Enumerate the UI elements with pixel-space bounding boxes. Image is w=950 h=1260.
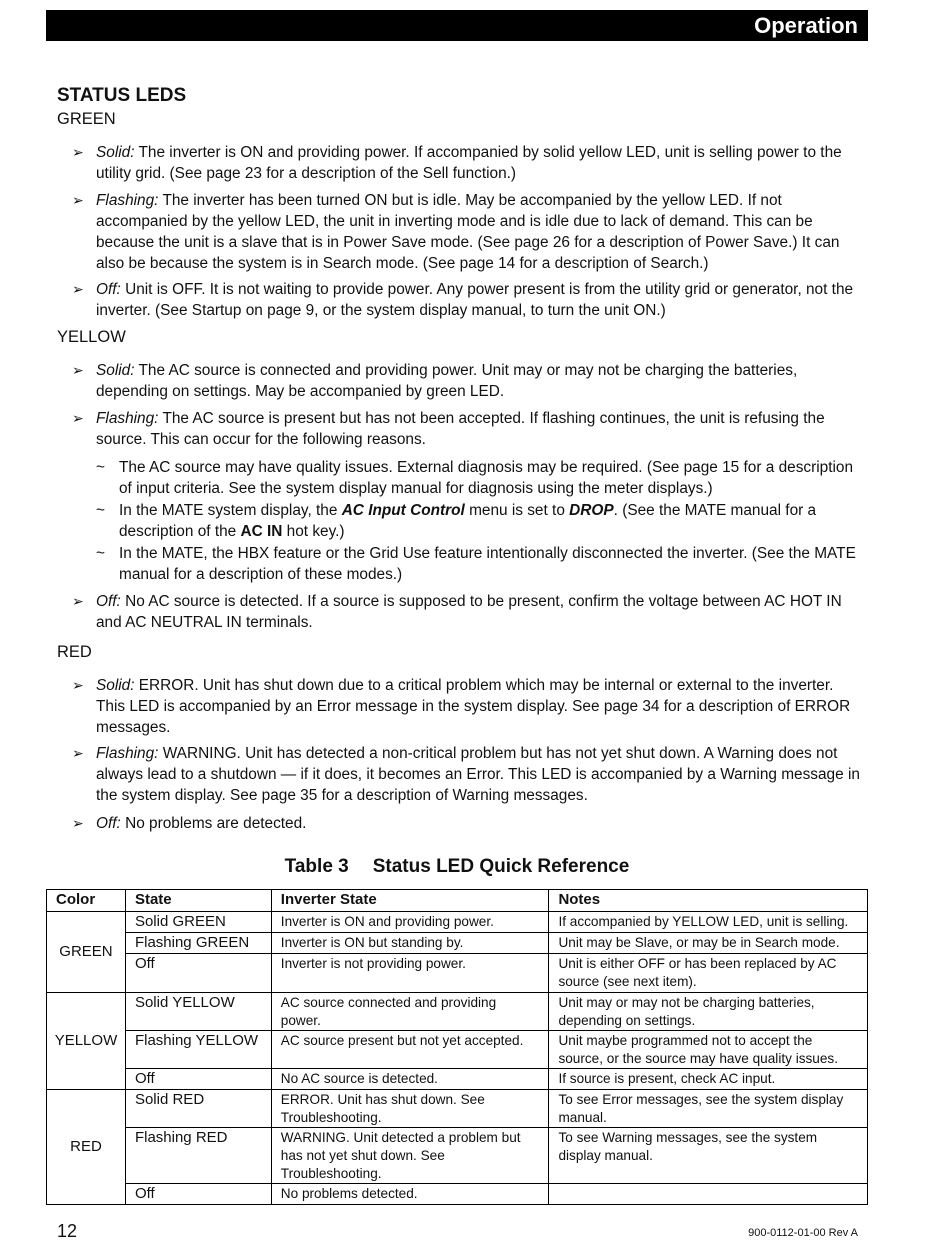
notes-cell <box>549 1184 868 1205</box>
tilde-bullet-icon: ~ <box>96 459 105 476</box>
color-cell: YELLOW <box>47 993 126 1090</box>
inverter-cell: WARNING. Unit detected a problem but has not yet shut down. See Troubleshooting. <box>271 1128 549 1184</box>
page-heading: STATUS LEDS <box>57 85 187 106</box>
group-heading-green: GREEN <box>57 110 116 128</box>
notes-cell: To see Warning messages, see the system display manual. <box>549 1128 868 1184</box>
state-cell: Flashing GREEN <box>125 933 271 954</box>
inverter-cell: Inverter is ON and providing power. <box>271 912 549 933</box>
arrow-bullet-icon: ➢ <box>72 815 84 831</box>
notes-cell: Unit may be Slave, or may be in Search mode. <box>549 933 868 954</box>
inverter-cell: Inverter is ON but standing by. <box>271 933 549 954</box>
page-number: 12 <box>57 1221 78 1241</box>
sub-list-item: ~ In the MATE, the HBX feature or the Grid Use feature intentionally disconnected the inverter. (See the MATE manual for a description of these modes.) <box>96 545 856 583</box>
state-cell: Flashing RED <box>125 1128 271 1184</box>
state-cell: Solid RED <box>125 1090 271 1128</box>
arrow-bullet-icon: ➢ <box>72 144 84 160</box>
group-heading-yellow: YELLOW <box>57 328 126 346</box>
state-cell: Off <box>125 954 271 993</box>
notes-cell: Unit may or may not be charging batteries, depending on settings. <box>549 993 868 1031</box>
state-cell: Solid YELLOW <box>125 993 271 1031</box>
inverter-cell: No AC source is detected. <box>271 1069 549 1090</box>
table-row <box>47 1090 868 1128</box>
tilde-bullet-icon: ~ <box>96 545 105 562</box>
arrow-bullet-icon: ➢ <box>72 281 84 297</box>
tilde-bullet-icon: ~ <box>96 502 105 519</box>
table-row <box>47 933 868 954</box>
notes-cell: Unit maybe programmed not to accept the source, or the source may have quality issues. <box>549 1031 868 1069</box>
table-row <box>47 993 868 1031</box>
document-id: 900-0112-01-00 Rev A <box>748 1227 858 1239</box>
list-item: ➢ Solid: The inverter is ON and providing power. If accompanied by solid yellow LED, unit is selling power to the utility grid. (See page 23 for a description of the Sell function.) <box>72 144 842 182</box>
state-cell: Off <box>125 1069 271 1090</box>
inverter-cell: Inverter is not providing power. <box>271 954 549 993</box>
state-cell: Off <box>125 1184 271 1205</box>
table-row <box>47 954 868 993</box>
table-row <box>47 1184 868 1205</box>
inverter-cell: No problems detected. <box>271 1184 549 1205</box>
arrow-bullet-icon: ➢ <box>72 593 84 609</box>
color-cell: RED <box>47 1090 126 1205</box>
inverter-cell: AC source connected and providing power. <box>271 993 549 1031</box>
sub-list-item: ~ In the MATE system display, the AC Input Control menu is set to DROP. (See the MATE manual for a description of the AC IN hot key.) <box>96 502 817 540</box>
list-item: ➢ Flashing: The AC source is present but has not been accepted. If flashing continues, the unit is refusing the source. This can occur for the following reasons. <box>72 410 825 448</box>
table-row <box>47 912 868 933</box>
column-header: State <box>125 890 271 912</box>
table-row <box>47 1128 868 1184</box>
group-heading-red: RED <box>57 643 92 661</box>
arrow-bullet-icon: ➢ <box>72 410 84 426</box>
color-cell: GREEN <box>47 912 126 993</box>
table-row <box>47 1031 868 1069</box>
notes-cell: Unit is either OFF or has been replaced by AC source (see next item). <box>549 954 868 993</box>
notes-cell: If source is present, check AC input. <box>549 1069 868 1090</box>
arrow-bullet-icon: ➢ <box>72 677 84 693</box>
column-header: Color <box>47 890 126 912</box>
sub-list-item: ~ The AC source may have quality issues. External diagnosis may be required. (See page 15 for a description of input criteria. See the system display manual for diagnosis using the meter displays.) <box>96 459 854 497</box>
column-header: Inverter State <box>271 890 549 912</box>
list-item: ➢ Solid: The AC source is connected and providing power. Unit may or may not be charging the batteries, depending on settings. May be accompanied by green LED. <box>72 362 798 400</box>
list-item: ➢ Off: No problems are detected. <box>72 815 307 832</box>
arrow-bullet-icon: ➢ <box>72 362 84 378</box>
list-item: ➢ Off: No AC source is detected. If a source is supposed to be present, confirm the voltage between AC HOT IN and AC NEUTRAL IN terminals. <box>72 593 842 631</box>
list-item: ➢ Solid: ERROR. Unit has shut down due to a critical problem which may be internal or external to the inverter. This LED is accompanied by an Error message in the system display. See page 34 for a description of ERROR messages. <box>72 677 851 736</box>
list-item: ➢ Flashing: WARNING. Unit has detected a non-critical problem but has not yet shut down. A Warning does not always lead to a shutdown — if it does, it becomes an Error. This LED is accompanied by a Warning message in the system display. See page 35 for a description of Warning messages. <box>72 745 860 804</box>
notes-cell: If accompanied by YELLOW LED, unit is selling. <box>549 912 868 933</box>
table-header-row <box>47 890 868 912</box>
notes-cell: To see Error messages, see the system display manual. <box>549 1090 868 1128</box>
section-title: Operation <box>754 13 858 38</box>
list-item: ➢ Off: Unit is OFF. It is not waiting to provide power. Any power present is from the utility grid or generator, not the inverter. (See Startup on page 9, or the system display manual, to turn the unit ON.) <box>72 281 854 319</box>
header-bar <box>46 10 868 41</box>
state-cell: Solid GREEN <box>125 912 271 933</box>
inverter-cell: ERROR. Unit has shut down. See Troubleshooting. <box>271 1090 549 1128</box>
list-item: ➢ Flashing: The inverter has been turned ON but is idle. May be accompanied by the yellow LED. If not accompanied by the yellow LED, the unit in inverting mode and is idle due to lack of demand. This can be because the unit is a slave that is in Power Save mode. (See page 26 for a description of Power Save.) It can also be because the system is in Search mode. (See page 14 for a description of Search.) <box>72 192 840 272</box>
inverter-cell: AC source present but not yet accepted. <box>271 1031 549 1069</box>
table-caption: Table 3 Status LED Quick Reference <box>284 856 630 877</box>
column-header: Notes <box>549 890 868 912</box>
table-row <box>47 1069 868 1090</box>
status-led-table <box>46 889 868 1205</box>
state-cell: Flashing YELLOW <box>125 1031 271 1069</box>
arrow-bullet-icon: ➢ <box>72 192 84 208</box>
arrow-bullet-icon: ➢ <box>72 745 84 761</box>
